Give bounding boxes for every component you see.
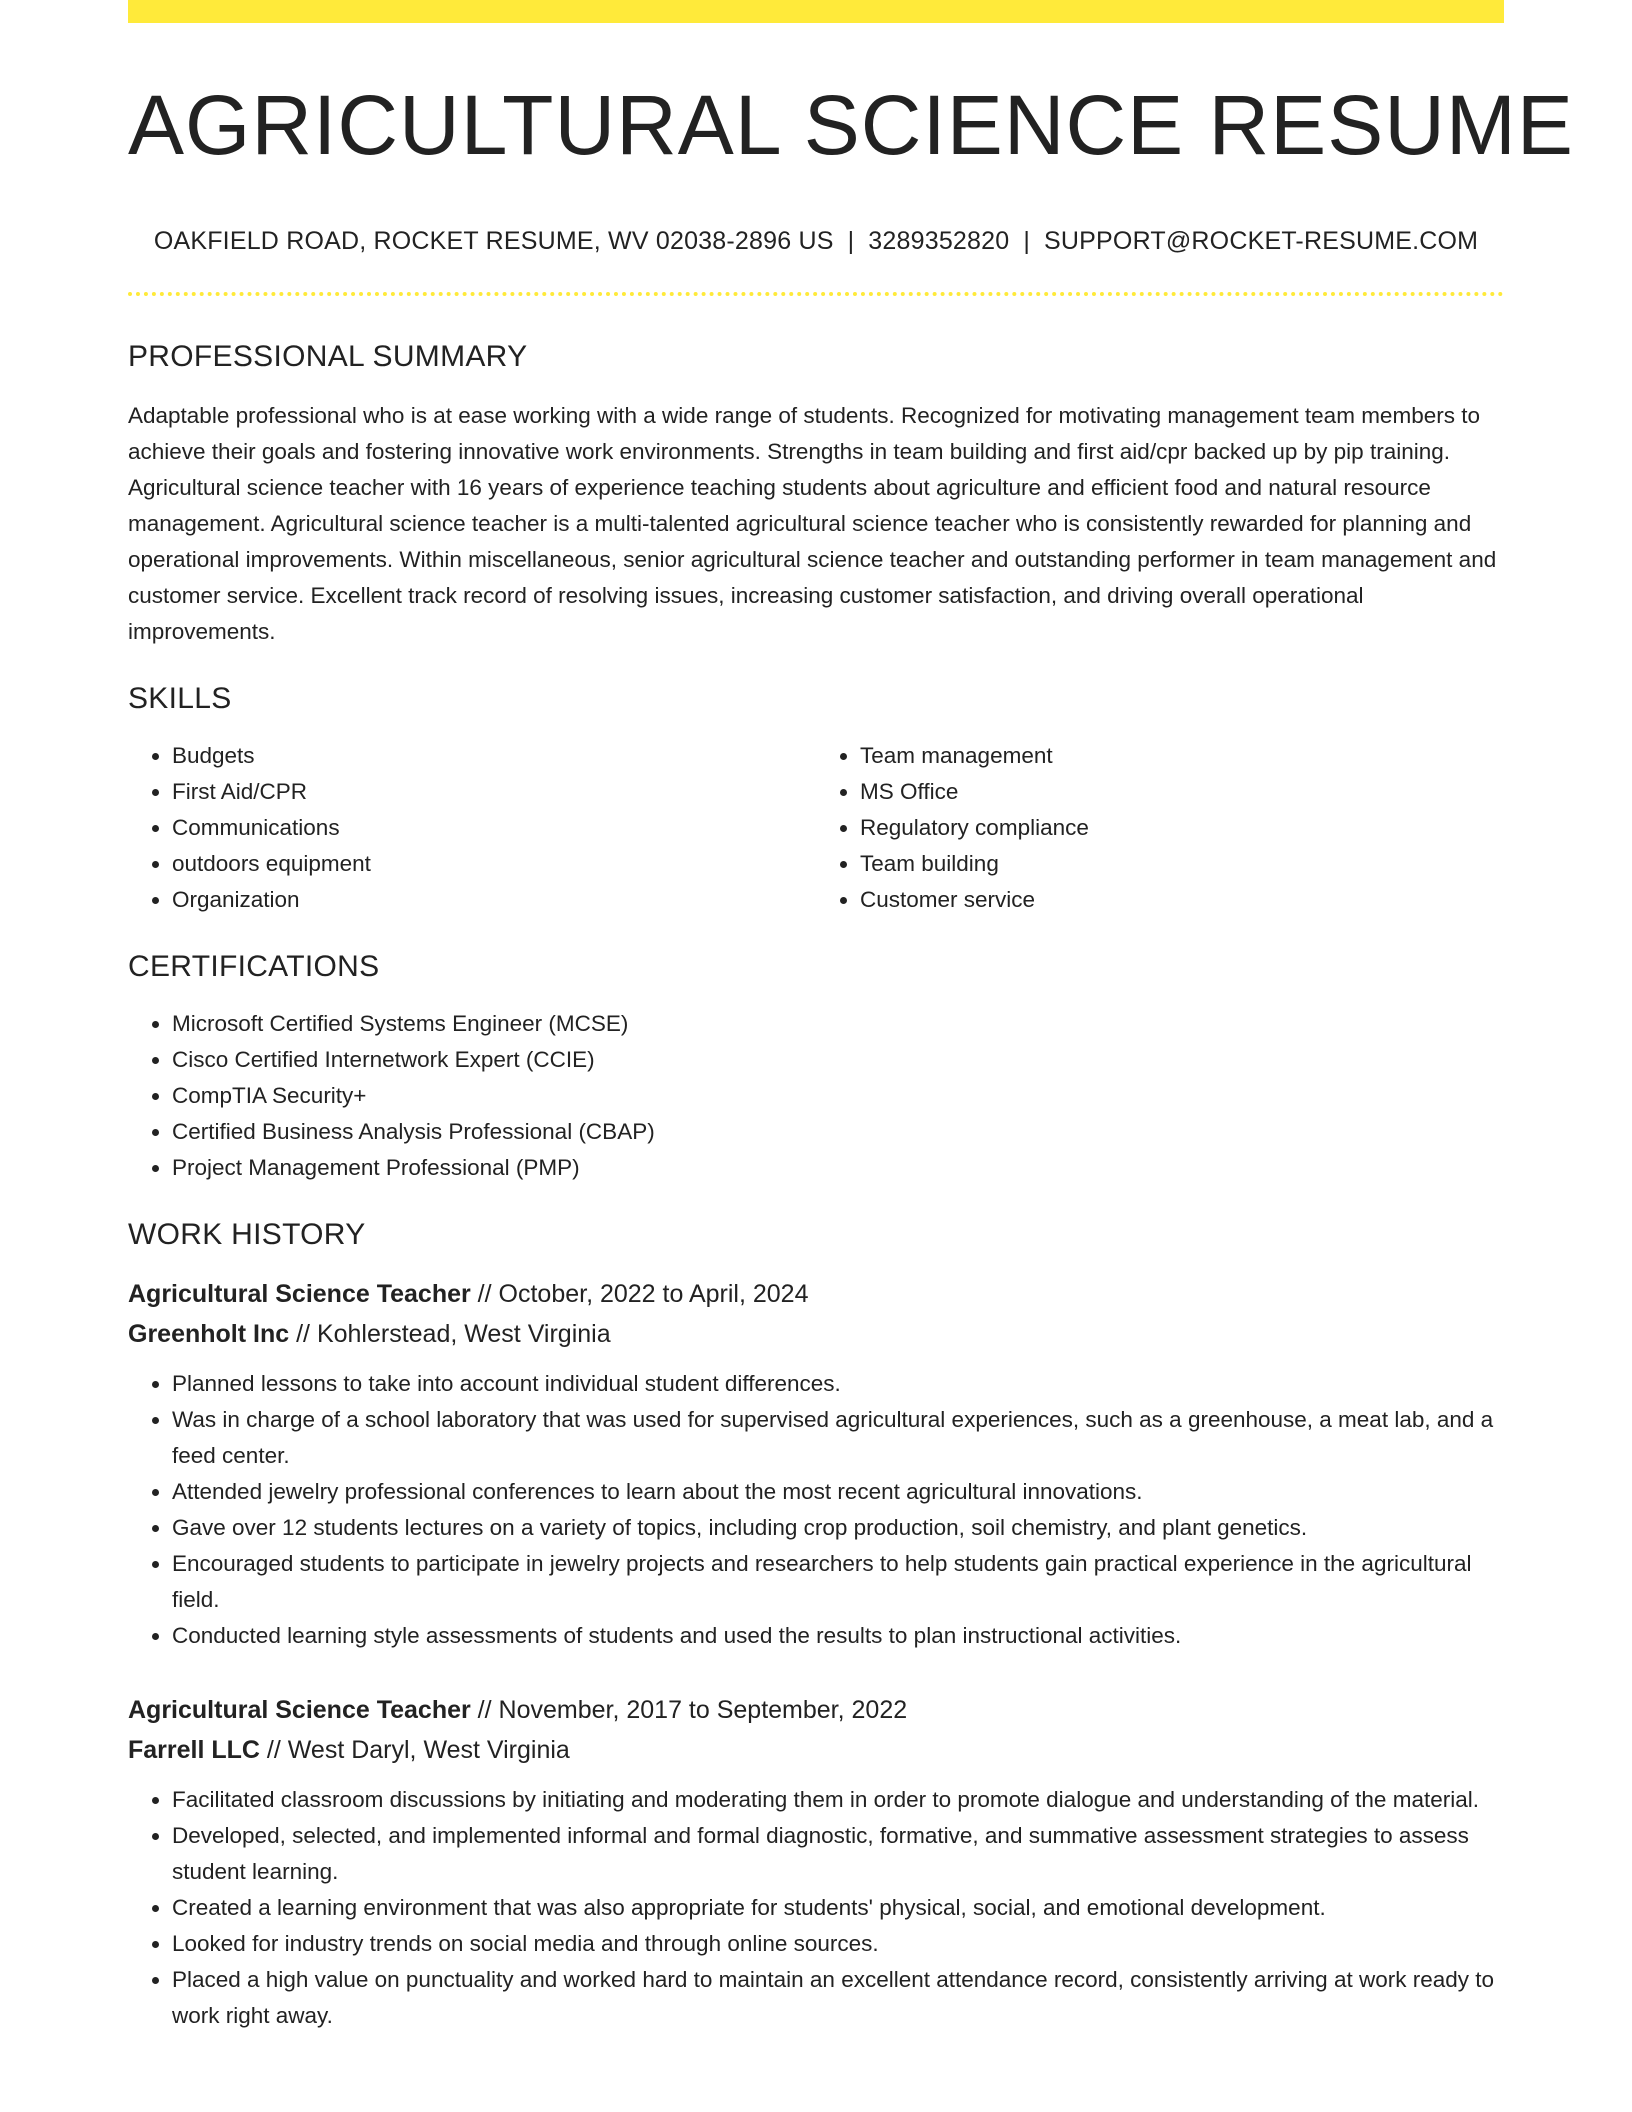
skills-heading: SKILLS (128, 682, 232, 716)
job-company-line (128, 1730, 1504, 1770)
job-separator: // (470, 1696, 499, 1725)
resume-page (128, 0, 1574, 2034)
contact-separator: | (1023, 227, 1031, 256)
job-separator: // (259, 1736, 288, 1765)
skills-col-2 (816, 738, 1504, 918)
list-item: • Regulatory compliance (860, 810, 1504, 846)
job-company: Greenholt Inc (128, 1320, 290, 1349)
list-item: • outdoors equipment (172, 846, 816, 882)
skills-col-1 (128, 738, 816, 918)
job-title-line (128, 1274, 1504, 1314)
contact-phone: 3289352820 (868, 227, 1010, 256)
list-item: • First Aid/CPR (172, 774, 816, 810)
list-item: • Project Management Professional (PMP) (172, 1150, 1504, 1186)
list-item: • Conducted learning style assessments of students and used the results to plan instructional activities. (172, 1618, 1504, 1654)
work-heading: WORK HISTORY (128, 1218, 366, 1252)
job-bullets (128, 1366, 1504, 1654)
list-item: • Certified Business Analysis Professional (CBAP) (172, 1114, 1504, 1150)
certifications-section (128, 950, 1504, 1186)
skills-columns (128, 738, 1504, 918)
list-item: • Encouraged students to participate in jewelry projects and researchers to help students gain practical experience in the agricultural field. (172, 1546, 1504, 1618)
skills-section (128, 682, 1504, 918)
list-item: • MS Office (860, 774, 1504, 810)
summary-section (128, 340, 1504, 650)
list-item: • Developed, selected, and implemented informal and formal diagnostic, formative, and summative assessment strategies to assess student learning. (172, 1818, 1504, 1890)
resume-title: AGRICULTURAL SCIENCE RESUME (128, 78, 1574, 172)
list-item: • Created a learning environment that was also appropriate for students' physical, social, and emotional development. (172, 1890, 1504, 1926)
list-item: • Customer service (860, 882, 1504, 918)
contact-address: OAKFIELD ROAD, ROCKET RESUME, WV 02038-2896 US (153, 227, 834, 256)
contact-email: SUPPORT@ROCKET-RESUME.COM (1044, 227, 1479, 256)
contact-line (128, 227, 1504, 256)
list-item: • Communications (172, 810, 816, 846)
job-bullets (128, 1782, 1504, 2034)
accent-top-bar (128, 0, 1504, 23)
work-section (128, 1218, 1504, 2034)
list-item: • Attended jewelry professional conferences to learn about the most recent agricultural innovations. (172, 1474, 1504, 1510)
job-company: Farrell LLC (128, 1736, 260, 1765)
list-item: • Placed a high value on punctuality and worked hard to maintain an excellent attendance record, consistently arriving at work ready to work right away. (172, 1962, 1504, 2034)
job-company-line (128, 1314, 1504, 1354)
job-title: Agricultural Science Teacher (128, 1280, 471, 1309)
list-item: • Gave over 12 students lectures on a variety of topics, including crop production, soil chemistry, and plant genetics. (172, 1510, 1504, 1546)
list-item: • CompTIA Security+ (172, 1078, 1504, 1114)
job-dates: October, 2022 to April, 2024 (498, 1280, 809, 1309)
job-title: Agricultural Science Teacher (128, 1696, 471, 1725)
list-item: • Budgets (172, 738, 816, 774)
job-separator: // (470, 1280, 499, 1309)
list-item: • Microsoft Certified Systems Engineer (MCSE) (172, 1006, 1504, 1042)
list-item: • Cisco Certified Internetwork Expert (CCIE) (172, 1042, 1504, 1078)
dotted-divider (128, 292, 1504, 296)
summary-heading: PROFESSIONAL SUMMARY (128, 340, 528, 374)
list-item: • Organization (172, 882, 816, 918)
job-entry (128, 1690, 1504, 2034)
list-item: • Was in charge of a school laboratory that was used for supervised agricultural experiences, such as a greenhouse, a meat lab, and a feed center. (172, 1402, 1504, 1474)
job-dates: November, 2017 to September, 2022 (498, 1696, 908, 1725)
list-item: • Team building (860, 846, 1504, 882)
summary-text: Adaptable professional who is at ease working with a wide range of students. Recognized for motivating management team members to achieve their goals and fostering innovative work environments. Strengths in team building and first aid/cpr backed up by pip training. Agricultural science teacher with 16 years of experience teaching students about agriculture and efficient food and natural resource management. Agricultural science teacher is a multi-talented agricultural science teacher who is consistently rewarded for planning and operational improvements. Within miscellaneous, senior agricultural science teacher and outstanding performer in team management and customer service. Excellent track record of resolving issues, increasing customer satisfaction, and driving overall operational improvements. (128, 403, 1497, 645)
list-item: • Team management (860, 738, 1504, 774)
contact-separator: | (847, 227, 855, 256)
job-entry (128, 1274, 1504, 1654)
certifications-heading: CERTIFICATIONS (128, 950, 380, 984)
certifications-list (128, 1006, 1504, 1186)
job-location: Kohlerstead, West Virginia (316, 1320, 611, 1349)
list-item: • Planned lessons to take into account individual student differences. (172, 1366, 1504, 1402)
job-title-line (128, 1690, 1504, 1730)
list-item: • Facilitated classroom discussions by initiating and moderating them in order to promote dialogue and understanding of the material. (172, 1782, 1504, 1818)
list-item: • Looked for industry trends on social media and through online sources. (172, 1926, 1504, 1962)
job-location: West Daryl, West Virginia (287, 1736, 570, 1765)
job-separator: // (289, 1320, 317, 1349)
